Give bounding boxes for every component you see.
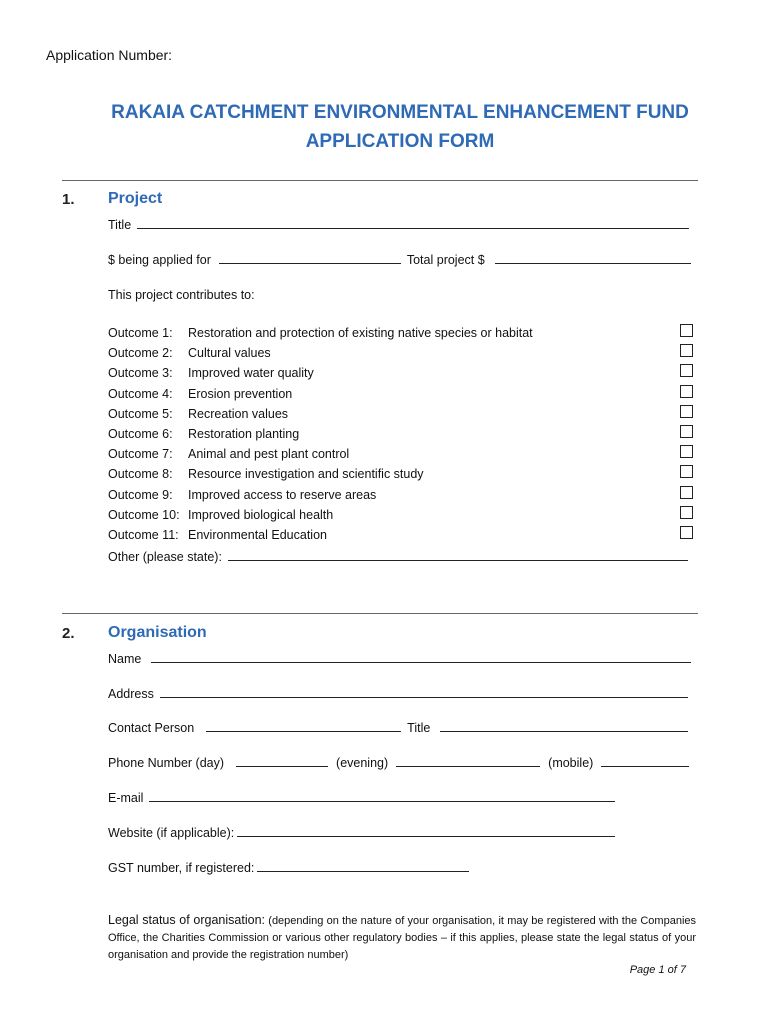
- funding-row: [108, 253, 691, 267]
- section1-number: 1.: [62, 191, 75, 208]
- outcome-checkbox[interactable]: [680, 526, 693, 539]
- section1-divider: [62, 180, 698, 181]
- outcome-code: Outcome 2:: [108, 346, 173, 361]
- contact-row: [108, 721, 688, 735]
- outcome-checkbox[interactable]: [680, 385, 693, 398]
- outcome-code: Outcome 4:: [108, 386, 173, 401]
- outcome-text: Recreation values: [188, 406, 289, 421]
- other-label: Other (please state):: [108, 550, 222, 564]
- total-project-label: Total project $: [406, 253, 485, 267]
- outcome-text: Erosion prevention: [188, 386, 293, 401]
- outcome-item: [108, 486, 698, 506]
- contact-person-label: Contact Person: [108, 721, 195, 735]
- outcome-text: Animal and pest plant control: [188, 447, 350, 462]
- outcome-text: Resource investigation and scientific study: [188, 467, 424, 482]
- outcome-checkbox[interactable]: [680, 486, 693, 499]
- outcome-code: Outcome 8:: [108, 467, 173, 482]
- outcome-code: Outcome 11:: [108, 527, 179, 542]
- outcome-checkbox[interactable]: [680, 506, 693, 519]
- phone-day-label: Phone Number (day): [108, 756, 225, 770]
- outcome-item: [108, 385, 698, 405]
- outcome-item: [108, 324, 698, 344]
- outcome-checkbox[interactable]: [680, 445, 693, 458]
- outcome-text: Improved water quality: [188, 366, 314, 381]
- outcome-checkbox[interactable]: [680, 465, 693, 478]
- outcome-item: [108, 405, 698, 425]
- outcome-code: Outcome 1:: [108, 326, 173, 340]
- application-number-label: Application Number:: [46, 47, 173, 63]
- gst-field[interactable]: [257, 871, 469, 872]
- outcome-item: [108, 425, 698, 445]
- outcome-text: Improved access to reserve areas: [188, 487, 377, 502]
- phone-mobile-label: (mobile): [548, 756, 594, 770]
- address-field[interactable]: [160, 697, 688, 698]
- website-field[interactable]: [237, 836, 615, 837]
- outcome-code: Outcome 3:: [108, 366, 173, 381]
- address-label: Address: [108, 687, 154, 701]
- outcome-item: [108, 445, 698, 465]
- total-project-field[interactable]: [495, 263, 691, 264]
- legal-status-paragraph: [108, 912, 696, 964]
- outcome-code: Outcome 9:: [108, 487, 173, 502]
- outcome-item: [108, 526, 698, 546]
- outcome-code: Outcome 5:: [108, 406, 173, 421]
- gst-label: GST number, if registered:: [108, 861, 255, 875]
- outcome-checkbox[interactable]: [680, 425, 693, 438]
- legal-status-label: Legal status of organisation:: [108, 913, 265, 927]
- form-title-line2: APPLICATION FORM: [305, 131, 495, 152]
- org-name-row: [108, 652, 691, 666]
- outcome-code: Outcome 7:: [108, 447, 173, 462]
- contact-title-label: Title: [407, 721, 431, 735]
- email-field[interactable]: [149, 801, 615, 802]
- amount-applied-label: $ being applied for: [108, 253, 211, 267]
- website-label: Website (if applicable):: [108, 826, 235, 840]
- outcome-checkbox[interactable]: [680, 364, 693, 377]
- outcome-code: Outcome 6:: [108, 426, 173, 441]
- phone-evening-label: (evening): [336, 756, 389, 770]
- project-title-row: [108, 218, 689, 232]
- phone-mobile-field[interactable]: [601, 766, 689, 767]
- outcome-item: [108, 465, 698, 485]
- email-row: [108, 791, 615, 805]
- form-title-line1: RAKAIA CATCHMENT ENVIRONMENTAL ENHANCEMENT FUND: [111, 102, 689, 123]
- outcome-item: [108, 364, 698, 384]
- org-name-label: Name: [108, 652, 142, 666]
- gst-row: [108, 861, 469, 875]
- section2-heading: Organisation: [108, 624, 207, 641]
- outcome-list: [108, 324, 698, 546]
- page-number: Page 1 of 7: [629, 964, 686, 976]
- section2-number: 2.: [62, 625, 75, 642]
- contact-title-field[interactable]: [440, 731, 688, 732]
- outcome-text: Restoration and protection of existing native species or habitat: [188, 326, 533, 340]
- outcome-item: [108, 344, 698, 364]
- contact-person-field[interactable]: [206, 731, 401, 732]
- contributes-label: This project contributes to:: [108, 288, 255, 302]
- amount-applied-field[interactable]: [219, 263, 401, 264]
- project-title-label: Title: [108, 218, 132, 232]
- website-row: [108, 826, 615, 840]
- outcome-checkbox[interactable]: [680, 324, 693, 337]
- phone-day-field[interactable]: [236, 766, 328, 767]
- address-row: [108, 687, 688, 701]
- outcome-text: Restoration planting: [188, 426, 300, 441]
- outcome-code: Outcome 10:: [108, 507, 180, 522]
- outcome-text: Cultural values: [188, 346, 271, 361]
- project-title-field[interactable]: [137, 228, 689, 229]
- outcome-checkbox[interactable]: [680, 405, 693, 418]
- outcome-text: Improved biological health: [188, 507, 334, 522]
- org-name-field[interactable]: [151, 662, 691, 663]
- outcome-checkbox[interactable]: [680, 344, 693, 357]
- phone-row: [108, 756, 689, 770]
- other-field[interactable]: [228, 560, 688, 561]
- outcome-text: Environmental Education: [188, 527, 327, 542]
- section1-heading: Project: [108, 190, 163, 207]
- other-row: [108, 550, 688, 564]
- section2-divider: [62, 613, 698, 614]
- legal-status-note: (depending on the nature of your organisation, it may be registered with the Companies Office, the Charities Commission or various other regulatory bodies – if this applies, please state the legal status of your organisation and provide the registration number): [108, 915, 697, 961]
- phone-evening-field[interactable]: [396, 766, 540, 767]
- email-label: E-mail: [108, 791, 144, 805]
- outcome-item: [108, 506, 698, 526]
